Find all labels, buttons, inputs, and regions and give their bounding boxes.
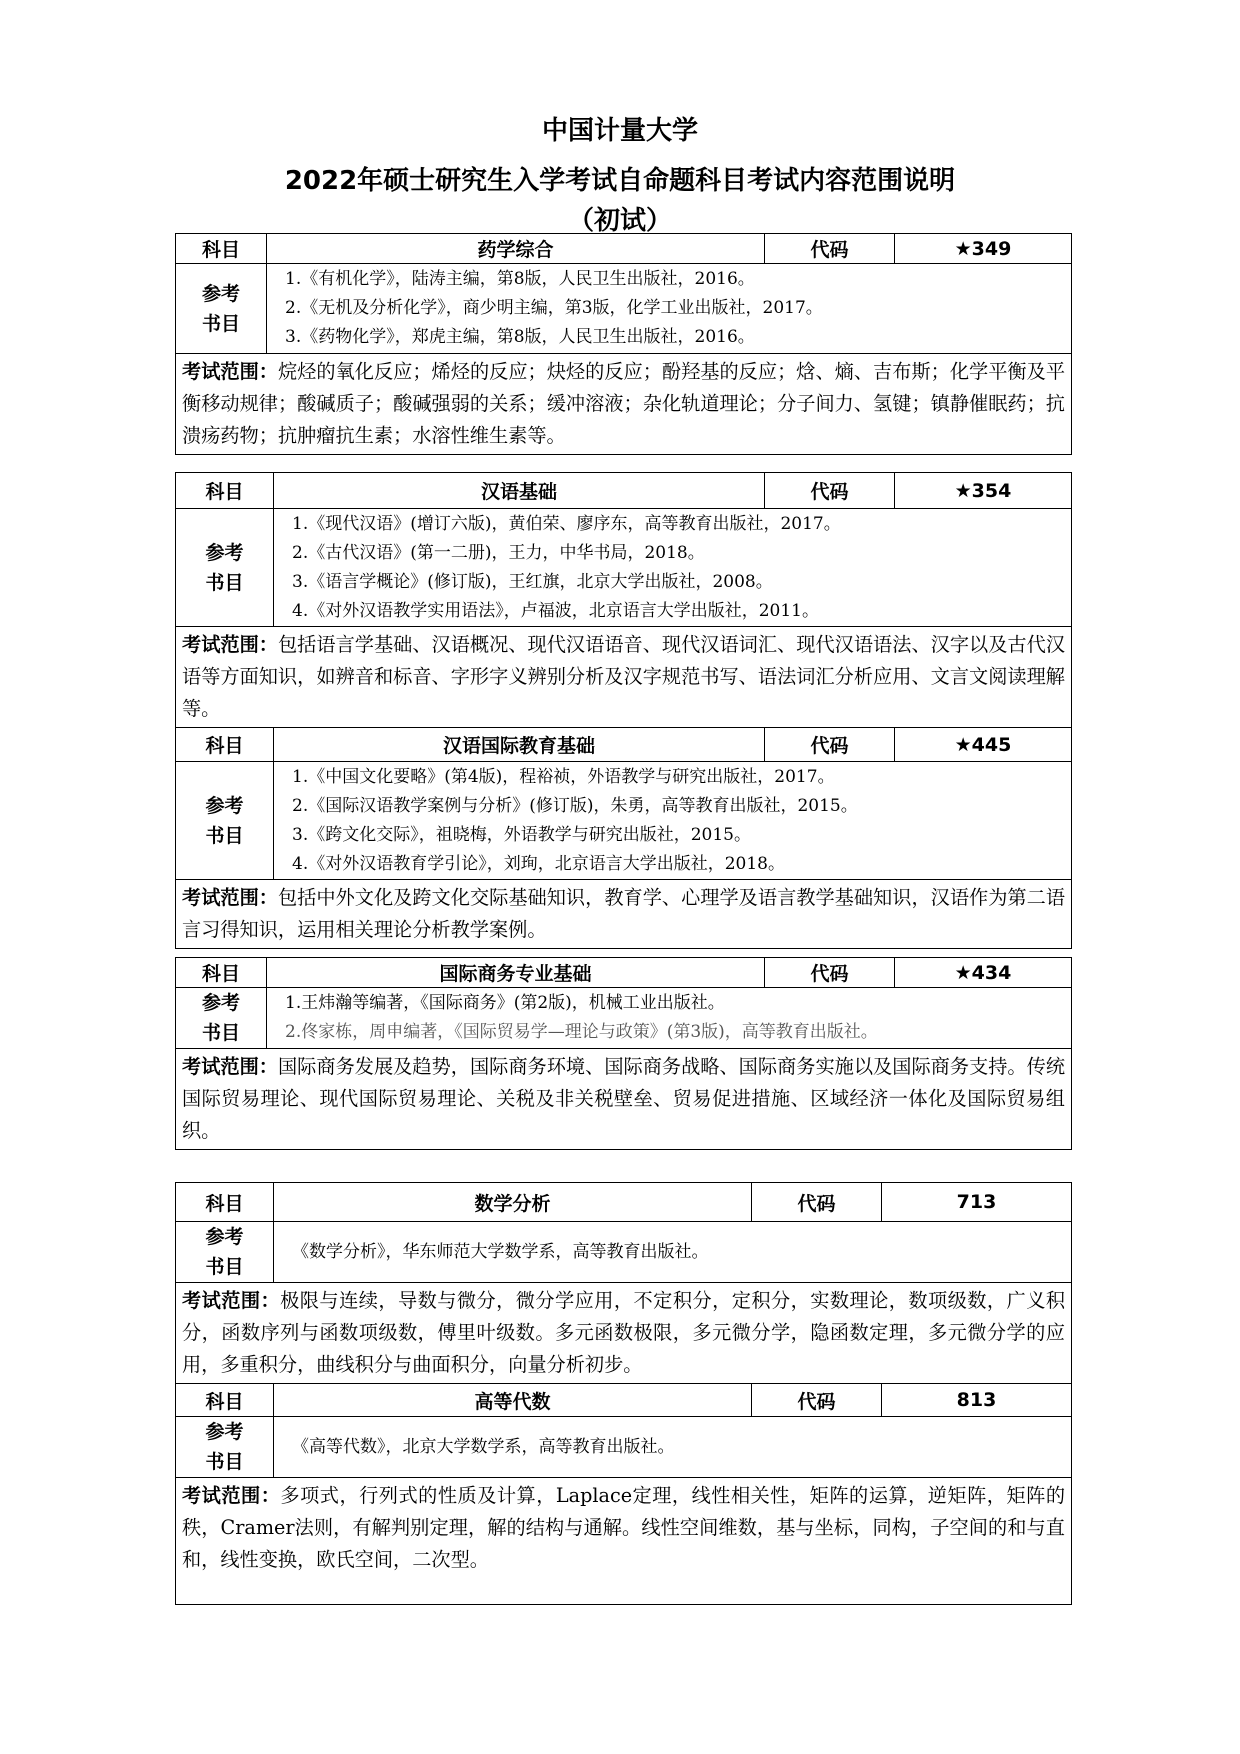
books-label: 参考 书目 [176, 988, 267, 1049]
book-list [274, 1417, 1072, 1478]
book-list [267, 988, 1072, 1049]
books-label: 参考 书目 [176, 762, 274, 880]
subject-table [175, 957, 1072, 1150]
books-label: 参考 书目 [176, 1222, 274, 1283]
subject-label: 科目 [176, 234, 267, 264]
exam-scope [176, 627, 1072, 728]
book-list [274, 1222, 1072, 1283]
code-label: 代码 [765, 958, 895, 988]
exam-scope [176, 354, 1072, 455]
book-item: 1.《现代汉语》(增订六版)，黄伯荣、廖序东，高等教育出版社，2017。 [292, 513, 841, 534]
books-row [176, 762, 1072, 880]
books-row [176, 264, 1072, 354]
book-list [274, 509, 1072, 627]
subject-name: 高等代数 [274, 1384, 752, 1417]
subject-table [175, 472, 1072, 949]
university-title: 中国计量大学 [541, 116, 698, 146]
scope-label: 考试范围： [182, 633, 278, 656]
subject-table [175, 1182, 1072, 1605]
scope-text: 烷烃的氧化反应；烯烃的反应；炔烃的反应；酚羟基的反应；焓、熵、吉布斯；化学平衡及平衡移动规律；酸碱质子；酸碱强弱的关系；缓冲溶液；杂化轨道理论；分子间力、氢键；镇静催眠药；抗溃疡药物；抗肿瘤抗生素；水溶性维生素等。 [182, 360, 1066, 447]
scope-text: 国际商务发展及趋势，国际商务环境、国际商务战略、国际商务实施以及国际商务支持。传统国际贸易理论、现代国际贸易理论、关税及非关税壁垒、贸易促进措施、区域经济一体化及国际贸易组织。 [182, 1055, 1066, 1142]
subject-header-row [176, 234, 1072, 264]
subject-header-row [176, 1384, 1072, 1417]
books-label: 参考 书目 [176, 509, 274, 627]
book-item: 2.《古代汉语》(第一二册)，王力，中华书局，2018。 [292, 542, 705, 563]
subject-label: 科目 [176, 1384, 274, 1417]
subject-name: 药学综合 [267, 234, 765, 264]
subject-code: 713 [882, 1183, 1072, 1222]
book-item: 2.《无机及分析化学》，商少明主编，第3版，化学工业出版社，2017。 [285, 298, 823, 318]
subject-label: 科目 [176, 958, 267, 988]
books-row [176, 1222, 1072, 1283]
code-label: 代码 [765, 728, 895, 762]
books-row [176, 988, 1072, 1049]
book-item: 4.《对外汉语教学实用语法》，卢福波，北京语言大学出版社，2011。 [292, 600, 819, 621]
scope-row [176, 1049, 1072, 1150]
scope-label: 考试范围： [182, 1484, 281, 1507]
subject-label: 科目 [176, 473, 274, 509]
subject-code: 813 [882, 1384, 1072, 1417]
scope-row [176, 1478, 1072, 1605]
book-item: 2.佟家栋，周申编著，《国际贸易学—理论与政策》(第3版)，高等教育出版社。 [285, 1022, 878, 1042]
subject-header-row [176, 1183, 1072, 1222]
exam-scope [176, 880, 1072, 949]
subject-name: 国际商务专业基础 [267, 958, 765, 988]
document-title: 2022年硕士研究生入学考试自命题科目考试内容范围说明 [284, 166, 956, 196]
books-row [176, 1417, 1072, 1478]
scope-label: 考试范围： [182, 1055, 278, 1078]
book-list [267, 264, 1072, 354]
books-row [176, 509, 1072, 627]
scope-text: 包括中外文化及跨文化交际基础知识，教育学、心理学及语言教学基础知识，汉语作为第二语言习得知识，运用相关理论分析教学案例。 [182, 886, 1066, 941]
subject-code: ★434 [895, 958, 1072, 988]
book-item: 1.《有机化学》，陆涛主编，第8版，人民卫生出版社，2016。 [285, 269, 755, 289]
book-item: 1.《中国文化要略》(第4版)，程裕祯，外语教学与研究出版社，2017。 [292, 766, 835, 787]
subject-label: 科目 [176, 728, 274, 762]
book-item: 1.王炜瀚等编著，《国际商务》(第2版)，机械工业出版社。 [285, 993, 725, 1013]
books-label: 参考 书目 [176, 1417, 274, 1478]
scope-label: 考试范围： [182, 360, 278, 383]
subject-name: 汉语国际教育基础 [274, 728, 765, 762]
scope-label: 考试范围： [182, 1289, 281, 1312]
subject-code: ★354 [895, 473, 1072, 509]
book-item: 4.《对外汉语教育学引论》，刘珣，北京语言大学出版社，2018。 [292, 853, 785, 874]
subject-name: 数学分析 [274, 1183, 752, 1222]
scope-label: 考试范围： [182, 886, 278, 909]
scope-row [176, 880, 1072, 949]
book-item: 3.《药物化学》，郑虎主编，第8版，人民卫生出版社，2016。 [285, 327, 755, 347]
subject-header-row [176, 728, 1072, 762]
code-label: 代码 [765, 234, 895, 264]
subject-header-row [176, 958, 1072, 988]
book-item: 3.《语言学概论》(修订版)，王红旗，北京大学出版社，2008。 [292, 571, 773, 592]
code-label: 代码 [765, 473, 895, 509]
subject-header-row [176, 473, 1072, 509]
exam-scope [176, 1049, 1072, 1150]
book-item: 2.《国际汉语教学案例与分析》(修订版)，朱勇，高等教育出版社，2015。 [292, 795, 858, 816]
subject-name: 汉语基础 [274, 473, 765, 509]
subject-table [175, 233, 1072, 455]
book-list [274, 762, 1072, 880]
book-item: 《数学分析》，华东师范大学数学系，高等教育出版社。 [292, 1241, 709, 1262]
exam-scope [176, 1478, 1072, 1605]
book-item: 3.《跨文化交际》，祖晓梅，外语教学与研究出版社，2015。 [292, 824, 751, 845]
scope-row [176, 1283, 1072, 1384]
exam-stage: （初试） [567, 206, 672, 236]
scope-row [176, 354, 1072, 455]
subject-code: ★349 [895, 234, 1072, 264]
scope-text: 多项式，行列式的性质及计算，Laplace定理，线性相关性，矩阵的运算，逆矩阵，矩阵的秩，Cramer法则，有解判别定理，解的结构与通解。线性空间维数，基与坐标，同构，子空间的和与直和，线性变换，欧氏空间，二次型。 [182, 1484, 1066, 1571]
exam-scope [176, 1283, 1072, 1384]
scope-text: 包括语言学基础、汉语概况、现代汉语语音、现代汉语词汇、现代汉语语法、汉字以及古代汉语等方面知识，如辨音和标音、字形字义辨别分析及汉字规范书写、语法词汇分析应用、文言文阅读理解等。 [182, 633, 1066, 720]
scope-text: 极限与连续，导数与微分，微分学应用，不定积分，定积分，实数理论，数项级数，广义积分，函数序列与函数项级数，傅里叶级数。多元函数极限，多元微分学，隐函数定理，多元微分学的应用，多重积分，曲线积分与曲面积分，向量分析初步。 [182, 1289, 1066, 1376]
code-label: 代码 [752, 1183, 882, 1222]
subject-code: ★445 [895, 728, 1072, 762]
scope-row [176, 627, 1072, 728]
book-item: 《高等代数》，北京大学数学系，高等教育出版社。 [292, 1436, 675, 1457]
code-label: 代码 [752, 1384, 882, 1417]
subject-label: 科目 [176, 1183, 274, 1222]
books-label: 参考 书目 [176, 264, 267, 354]
